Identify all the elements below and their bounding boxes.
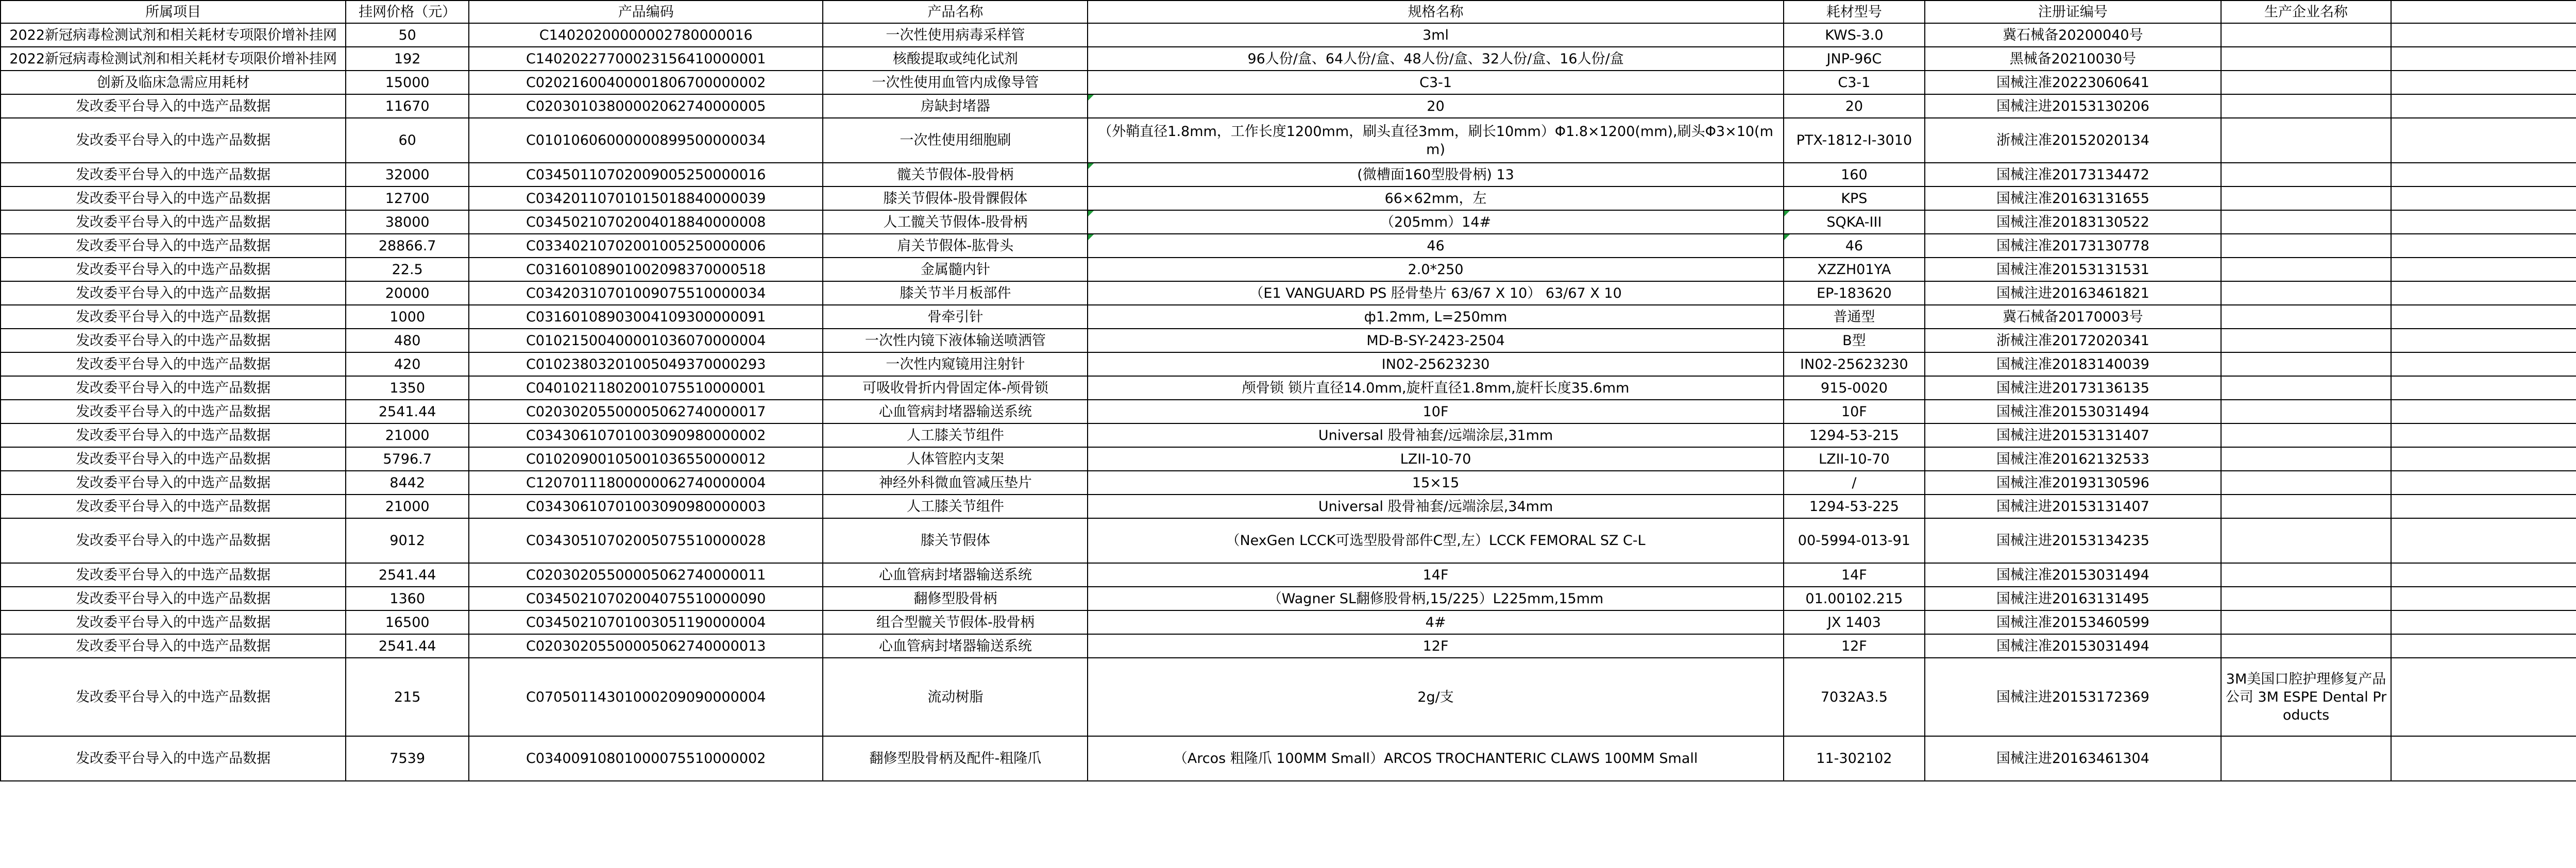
cell-model[interactable]: EP-183620 <box>1784 281 1925 305</box>
table-row <box>1 376 2576 400</box>
cell-project[interactable]: 发改委平台导入的中选产品数据 <box>1 471 346 495</box>
cell-model[interactable]: PTX-1812-I-3010 <box>1784 118 1925 163</box>
cell-registration[interactable]: 浙械注准20152020134 <box>1925 118 2221 163</box>
cell-registration[interactable]: 国械注进20163131495 <box>1925 587 2221 610</box>
cell-spec[interactable]: （Wagner SL翻修股骨柄,15/225）L225mm,15mm <box>1088 587 1784 610</box>
cell-spec[interactable]: 颅骨锁 锁片直径14.0mm,旋杆直径1.8mm,旋杆长度35.6mm <box>1088 376 1784 400</box>
cell-manufacturer[interactable] <box>2221 563 2391 587</box>
cell-product-name[interactable]: 一次性使用血管内成像导管 <box>823 71 1088 94</box>
cell-declarer[interactable] <box>2391 495 2576 518</box>
cell-price[interactable]: 1360 <box>346 587 469 610</box>
cell-price[interactable]: 9012 <box>346 518 469 563</box>
cell-price[interactable]: 2541.44 <box>346 634 469 658</box>
cell-spec[interactable]: 14F <box>1088 563 1784 587</box>
cell-product-name[interactable]: 可吸收骨折内骨固定体-颅骨锁 <box>823 376 1088 400</box>
cell-spec[interactable]: 4# <box>1088 610 1784 634</box>
cell-project[interactable]: 发改委平台导入的中选产品数据 <box>1 423 346 447</box>
table-row <box>1 563 2576 587</box>
cell-declarer[interactable] <box>2391 23 2576 47</box>
cell-project[interactable]: 发改委平台导入的中选产品数据 <box>1 587 346 610</box>
cell-price[interactable]: 2541.44 <box>346 563 469 587</box>
table-row <box>1 447 2576 471</box>
cell-model[interactable]: 普通型 <box>1784 305 1925 329</box>
cell-spec[interactable]: 2g/支 <box>1088 658 1784 736</box>
header-row <box>1 1 2576 23</box>
cell-project[interactable]: 发改委平台导入的中选产品数据 <box>1 234 346 258</box>
cell-spec[interactable]: 15×15 <box>1088 471 1784 495</box>
cell-price[interactable]: 50 <box>346 23 469 47</box>
cell-code[interactable]: C03400910801000075510000002 <box>469 736 823 781</box>
cell-code[interactable]: C02021600400001806700000002 <box>469 71 823 94</box>
cell-price[interactable]: 215 <box>346 658 469 736</box>
cell-registration[interactable]: 国械注准20153031494 <box>1925 634 2221 658</box>
cell-registration[interactable]: 国械注进20163461304 <box>1925 736 2221 781</box>
cell-declarer[interactable] <box>2391 610 2576 634</box>
cell-model[interactable]: / <box>1784 471 1925 495</box>
cell-model[interactable]: JNP-96C <box>1784 47 1925 71</box>
cell-model[interactable]: 11-302102 <box>1784 736 1925 781</box>
cell-model[interactable]: B型 <box>1784 329 1925 352</box>
cell-manufacturer[interactable] <box>2221 352 2391 376</box>
cell-price[interactable]: 32000 <box>346 163 469 186</box>
cell-code[interactable]: C07050114301000209090000004 <box>469 658 823 736</box>
cell-spec[interactable]: MD-B-SY-2423-2504 <box>1088 329 1784 352</box>
cell-declarer[interactable] <box>2391 234 2576 258</box>
cell-registration[interactable]: 国械注准20153131531 <box>1925 258 2221 281</box>
cell-price[interactable]: 22.5 <box>346 258 469 281</box>
cell-declarer[interactable] <box>2391 186 2576 210</box>
cell-product-name[interactable]: 心血管病封堵器输送系统 <box>823 563 1088 587</box>
cell-model[interactable]: JX 1403 <box>1784 610 1925 634</box>
cell-manufacturer[interactable] <box>2221 634 2391 658</box>
cell-product-name[interactable]: 一次性内窥镜用注射针 <box>823 352 1088 376</box>
table-row <box>1 658 2576 736</box>
table-row <box>1 305 2576 329</box>
cell-spec[interactable]: （Arcos 粗隆爪 100MM Small）ARCOS TROCHANTERIC CLAWS 100MM Small <box>1088 736 1784 781</box>
cell-declarer[interactable] <box>2391 736 2576 781</box>
cell-price[interactable]: 15000 <box>346 71 469 94</box>
cell-model[interactable]: 1294-53-225 <box>1784 495 1925 518</box>
cell-declarer[interactable] <box>2391 47 2576 71</box>
cell-model[interactable]: IN02-25623230 <box>1784 352 1925 376</box>
cell-product-name[interactable]: 人工髋关节假体-股骨柄 <box>823 210 1088 234</box>
cell-registration[interactable]: 国械注准20183140039 <box>1925 352 2221 376</box>
cell-project[interactable]: 发改委平台导入的中选产品数据 <box>1 495 346 518</box>
cell-declarer[interactable] <box>2391 71 2576 94</box>
cell-code[interactable]: C14020227700023156410000001 <box>469 47 823 71</box>
cell-price[interactable]: 21000 <box>346 495 469 518</box>
table-row <box>1 495 2576 518</box>
cell-declarer[interactable] <box>2391 305 2576 329</box>
table-row <box>1 234 2576 258</box>
cell-code[interactable]: C02030205500005062740000017 <box>469 400 823 423</box>
cell-code[interactable]: C03160108903004109300000091 <box>469 305 823 329</box>
cell-project[interactable]: 发改委平台导入的中选产品数据 <box>1 447 346 471</box>
cell-project[interactable]: 发改委平台导入的中选产品数据 <box>1 210 346 234</box>
cell-code[interactable]: C03450210702004018840000008 <box>469 210 823 234</box>
cell-code[interactable]: C12070111800000062740000004 <box>469 471 823 495</box>
cell-project[interactable]: 发改委平台导入的中选产品数据 <box>1 163 346 186</box>
cell-spec[interactable]: 3ml <box>1088 23 1784 47</box>
header-model[interactable]: 耗材型号 <box>1784 1 1925 23</box>
cell-project[interactable]: 2022新冠病毒检测试剂和相关耗材专项限价增补挂网 <box>1 47 346 71</box>
cell-code[interactable]: C03430510702005075510000028 <box>469 518 823 563</box>
cell-code[interactable]: C03160108901002098370000518 <box>469 258 823 281</box>
table-row <box>1 471 2576 495</box>
cell-project[interactable]: 发改委平台导入的中选产品数据 <box>1 634 346 658</box>
cell-code[interactable]: C03450210701003051190000004 <box>469 610 823 634</box>
cell-spec[interactable]: （205mm）14# <box>1088 210 1784 234</box>
cell-model[interactable]: XZZH01YA <box>1784 258 1925 281</box>
cell-project[interactable]: 发改委平台导入的中选产品数据 <box>1 329 346 352</box>
cell-model[interactable]: 160 <box>1784 163 1925 186</box>
cell-manufacturer[interactable] <box>2221 210 2391 234</box>
cell-manufacturer[interactable] <box>2221 610 2391 634</box>
table-row <box>1 423 2576 447</box>
cell-project[interactable]: 发改委平台导入的中选产品数据 <box>1 736 346 781</box>
cell-price[interactable]: 16500 <box>346 610 469 634</box>
table-row <box>1 258 2576 281</box>
cell-spec[interactable]: Universal 股骨袖套/远端涂层,34mm <box>1088 495 1784 518</box>
cell-code[interactable]: C14020200000002780000016 <box>469 23 823 47</box>
cell-product-name[interactable]: 金属髓内针 <box>823 258 1088 281</box>
cell-product-name[interactable]: 心血管病封堵器输送系统 <box>823 634 1088 658</box>
table-row <box>1 400 2576 423</box>
table-row <box>1 47 2576 71</box>
cell-registration[interactable]: 国械注准20162132533 <box>1925 447 2221 471</box>
cell-registration[interactable]: 冀石械备20200040号 <box>1925 23 2221 47</box>
cell-spec[interactable]: IN02-25623230 <box>1088 352 1784 376</box>
cell-declarer[interactable] <box>2391 163 2576 186</box>
cell-spec[interactable]: C3-1 <box>1088 71 1784 94</box>
cell-project[interactable]: 发改委平台导入的中选产品数据 <box>1 258 346 281</box>
header-spec[interactable]: 规格名称 <box>1088 1 1784 23</box>
table-row <box>1 634 2576 658</box>
cell-price[interactable]: 420 <box>346 352 469 376</box>
cell-code[interactable]: C01021500400001036070000004 <box>469 329 823 352</box>
cell-product-name[interactable]: 心血管病封堵器输送系统 <box>823 400 1088 423</box>
cell-registration[interactable]: 国械注准20163131655 <box>1925 186 2221 210</box>
cell-project[interactable]: 2022新冠病毒检测试剂和相关耗材专项限价增补挂网 <box>1 23 346 47</box>
cell-registration[interactable]: 国械注准20153031494 <box>1925 563 2221 587</box>
cell-price[interactable]: 5796.7 <box>346 447 469 471</box>
cell-code[interactable]: C03420310701009075510000034 <box>469 281 823 305</box>
table-row <box>1 210 2576 234</box>
cell-price[interactable]: 480 <box>346 329 469 352</box>
cell-manufacturer[interactable] <box>2221 281 2391 305</box>
cell-model[interactable]: 10F <box>1784 400 1925 423</box>
cell-product-name[interactable]: 人工膝关节组件 <box>823 423 1088 447</box>
cell-registration[interactable]: 国械注进20153172369 <box>1925 658 2221 736</box>
cell-manufacturer[interactable] <box>2221 186 2391 210</box>
cell-price[interactable]: 38000 <box>346 210 469 234</box>
table-row <box>1 94 2576 118</box>
cell-product-name[interactable]: 流动树脂 <box>823 658 1088 736</box>
cell-product-name[interactable]: 核酸提取或纯化试剂 <box>823 47 1088 71</box>
cell-product-name[interactable]: 骨牵引针 <box>823 305 1088 329</box>
cell-registration[interactable]: 国械注准20193130596 <box>1925 471 2221 495</box>
cell-declarer[interactable] <box>2391 352 2576 376</box>
cell-price[interactable]: 12700 <box>346 186 469 210</box>
cell-code[interactable]: C01020900105001036550000012 <box>469 447 823 471</box>
cell-price[interactable]: 7539 <box>346 736 469 781</box>
cell-code[interactable]: C02030103800002062740000005 <box>469 94 823 118</box>
table-body <box>1 23 2576 781</box>
cell-declarer[interactable] <box>2391 210 2576 234</box>
cell-declarer[interactable] <box>2391 400 2576 423</box>
cell-model[interactable]: 46 <box>1784 234 1925 258</box>
cell-project[interactable]: 发改委平台导入的中选产品数据 <box>1 281 346 305</box>
cell-manufacturer[interactable] <box>2221 23 2391 47</box>
cell-price[interactable]: 2541.44 <box>346 400 469 423</box>
cell-declarer[interactable] <box>2391 376 2576 400</box>
cell-manufacturer[interactable] <box>2221 447 2391 471</box>
cell-model[interactable]: 00-5994-013-91 <box>1784 518 1925 563</box>
cell-code[interactable]: C03450110702009005250000016 <box>469 163 823 186</box>
cell-price[interactable]: 60 <box>346 118 469 163</box>
cell-manufacturer[interactable] <box>2221 518 2391 563</box>
cell-registration[interactable]: 国械注进20153134235 <box>1925 518 2221 563</box>
cell-model[interactable]: KPS <box>1784 186 1925 210</box>
cell-product-name[interactable]: 神经外科微血管减压垫片 <box>823 471 1088 495</box>
cell-declarer[interactable] <box>2391 634 2576 658</box>
cell-spec[interactable]: 10F <box>1088 400 1784 423</box>
cell-spec[interactable]: （E1 VANGUARD PS 胫骨垫片 63/67 X 10） 63/67 X 10 <box>1088 281 1784 305</box>
cell-model[interactable]: KWS-3.0 <box>1784 23 1925 47</box>
cell-spec[interactable]: （外鞘直径1.8mm，工作长度1200mm，刷头直径3mm，刷长10mm）Φ1.8×1200(mm),刷头Φ3×10(mm) <box>1088 118 1784 163</box>
header-price[interactable]: 挂网价格（元） <box>346 1 469 23</box>
cell-code[interactable]: C01023803201005049370000293 <box>469 352 823 376</box>
cell-model[interactable]: SQKA-III <box>1784 210 1925 234</box>
cell-declarer[interactable] <box>2391 329 2576 352</box>
cell-registration[interactable]: 国械注进20163461821 <box>1925 281 2221 305</box>
cell-spec[interactable]: Universal 股骨袖套/远端涂层,31mm <box>1088 423 1784 447</box>
table-row <box>1 352 2576 376</box>
cell-declarer[interactable] <box>2391 518 2576 563</box>
header-code[interactable]: 产品编码 <box>469 1 823 23</box>
cell-spec[interactable]: 46 <box>1088 234 1784 258</box>
cell-model[interactable]: 915-0020 <box>1784 376 1925 400</box>
cell-declarer[interactable] <box>2391 258 2576 281</box>
cell-project[interactable]: 发改委平台导入的中选产品数据 <box>1 186 346 210</box>
cell-product-name[interactable]: 人体管腔内支架 <box>823 447 1088 471</box>
cell-registration[interactable]: 国械注准20173134472 <box>1925 163 2221 186</box>
cell-manufacturer[interactable] <box>2221 305 2391 329</box>
cell-manufacturer[interactable] <box>2221 423 2391 447</box>
cell-spec[interactable]: LZII-10-70 <box>1088 447 1784 471</box>
cell-project[interactable]: 发改委平台导入的中选产品数据 <box>1 118 346 163</box>
cell-registration[interactable]: 国械注准20153460599 <box>1925 610 2221 634</box>
cell-project[interactable]: 发改委平台导入的中选产品数据 <box>1 94 346 118</box>
cell-declarer[interactable] <box>2391 471 2576 495</box>
table-row <box>1 23 2576 47</box>
table-row <box>1 71 2576 94</box>
cell-manufacturer[interactable] <box>2221 400 2391 423</box>
cell-declarer[interactable] <box>2391 118 2576 163</box>
cell-price[interactable]: 8442 <box>346 471 469 495</box>
cell-declarer[interactable] <box>2391 94 2576 118</box>
cell-project[interactable]: 创新及临床急需应用耗材 <box>1 71 346 94</box>
cell-declarer[interactable] <box>2391 423 2576 447</box>
cell-manufacturer[interactable] <box>2221 94 2391 118</box>
cell-product-name[interactable]: 一次性使用细胞刷 <box>823 118 1088 163</box>
table-row <box>1 736 2576 781</box>
cell-declarer[interactable] <box>2391 447 2576 471</box>
cell-declarer[interactable] <box>2391 563 2576 587</box>
table-row <box>1 281 2576 305</box>
cell-spec[interactable]: 66×62mm，左 <box>1088 186 1784 210</box>
header-registration[interactable]: 注册证编号 <box>1925 1 2221 23</box>
cell-project[interactable]: 发改委平台导入的中选产品数据 <box>1 400 346 423</box>
cell-declarer[interactable] <box>2391 281 2576 305</box>
cell-product-name[interactable]: 肩关节假体-肱骨头 <box>823 234 1088 258</box>
cell-product-name[interactable]: 一次性内镜下液体输送喷洒管 <box>823 329 1088 352</box>
cell-project[interactable]: 发改委平台导入的中选产品数据 <box>1 658 346 736</box>
table-row <box>1 186 2576 210</box>
cell-model[interactable]: 20 <box>1784 94 1925 118</box>
table-row <box>1 163 2576 186</box>
cell-project[interactable]: 发改委平台导入的中选产品数据 <box>1 610 346 634</box>
cell-manufacturer[interactable] <box>2221 71 2391 94</box>
cell-price[interactable]: 21000 <box>346 423 469 447</box>
cell-code[interactable]: C03430610701003090980000002 <box>469 423 823 447</box>
cell-spec[interactable]: 12F <box>1088 634 1784 658</box>
table-row <box>1 329 2576 352</box>
cell-spec[interactable]: ф1.2mm, L=250mm <box>1088 305 1784 329</box>
table-row <box>1 118 2576 163</box>
cell-spec[interactable]: （NexGen LCCK可选型股骨部件C型,左）LCCK FEMORAL SZ C-L <box>1088 518 1784 563</box>
cell-registration[interactable]: 冀石械备20170003号 <box>1925 305 2221 329</box>
cell-registration[interactable]: 国械注准20173130778 <box>1925 234 2221 258</box>
cell-manufacturer[interactable] <box>2221 234 2391 258</box>
cell-model[interactable]: 14F <box>1784 563 1925 587</box>
cell-manufacturer[interactable] <box>2221 495 2391 518</box>
cell-declarer[interactable] <box>2391 658 2576 736</box>
cell-product-name[interactable]: 翻修型股骨柄及配件-粗隆爪 <box>823 736 1088 781</box>
cell-code[interactable]: C04010211802001075510000001 <box>469 376 823 400</box>
cell-registration[interactable]: 国械注进20173136135 <box>1925 376 2221 400</box>
cell-manufacturer[interactable] <box>2221 163 2391 186</box>
cell-registration[interactable]: 国械注准20153031494 <box>1925 400 2221 423</box>
cell-code[interactable]: C01010606000000899500000034 <box>469 118 823 163</box>
header-declarer[interactable] <box>2391 1 2576 23</box>
cell-model[interactable]: LZII-10-70 <box>1784 447 1925 471</box>
cell-declarer[interactable] <box>2391 587 2576 610</box>
cell-code[interactable]: C03450210702004075510000090 <box>469 587 823 610</box>
cell-project[interactable]: 发改委平台导入的中选产品数据 <box>1 352 346 376</box>
cell-model[interactable]: 7032A3.5 <box>1784 658 1925 736</box>
cell-product-name[interactable]: 膝关节假体 <box>823 518 1088 563</box>
cell-project[interactable]: 发改委平台导入的中选产品数据 <box>1 518 346 563</box>
cell-price[interactable]: 1350 <box>346 376 469 400</box>
cell-price[interactable]: 20000 <box>346 281 469 305</box>
cell-project[interactable]: 发改委平台导入的中选产品数据 <box>1 563 346 587</box>
cell-spec[interactable]: 20 <box>1088 94 1784 118</box>
cell-price[interactable]: 1000 <box>346 305 469 329</box>
cell-registration[interactable]: 国械注进20153130206 <box>1925 94 2221 118</box>
cell-product-name[interactable]: 膝关节假体-股骨髁假体 <box>823 186 1088 210</box>
cell-price[interactable]: 28866.7 <box>346 234 469 258</box>
cell-manufacturer[interactable] <box>2221 471 2391 495</box>
cell-project[interactable]: 发改委平台导入的中选产品数据 <box>1 305 346 329</box>
cell-manufacturer[interactable] <box>2221 258 2391 281</box>
cell-manufacturer[interactable] <box>2221 329 2391 352</box>
cell-manufacturer[interactable] <box>2221 376 2391 400</box>
cell-registration[interactable]: 黑械备20210030号 <box>1925 47 2221 71</box>
cell-product-name[interactable]: 膝关节半月板部件 <box>823 281 1088 305</box>
header-project[interactable]: 所属项目 <box>1 1 346 23</box>
cell-code[interactable]: C03340210702001005250000006 <box>469 234 823 258</box>
cell-product-name[interactable]: 髋关节假体-股骨柄 <box>823 163 1088 186</box>
cell-model[interactable]: C3-1 <box>1784 71 1925 94</box>
cell-model[interactable]: 01.00102.215 <box>1784 587 1925 610</box>
cell-registration[interactable]: 浙械注准20172020341 <box>1925 329 2221 352</box>
cell-registration[interactable]: 国械注准20183130522 <box>1925 210 2221 234</box>
cell-product-name[interactable]: 组合型髋关节假体-股骨柄 <box>823 610 1088 634</box>
header-product-name[interactable]: 产品名称 <box>823 1 1088 23</box>
header-manufacturer[interactable]: 生产企业名称 <box>2221 1 2391 23</box>
table-row <box>1 610 2576 634</box>
cell-spec[interactable]: 2.0*250 <box>1088 258 1784 281</box>
cell-project[interactable]: 发改委平台导入的中选产品数据 <box>1 376 346 400</box>
cell-price[interactable]: 192 <box>346 47 469 71</box>
cell-registration[interactable]: 国械注进20153131407 <box>1925 423 2221 447</box>
cell-code[interactable]: C03430610701003090980000003 <box>469 495 823 518</box>
cell-registration[interactable]: 国械注进20153131407 <box>1925 495 2221 518</box>
cell-product-name[interactable]: 翻修型股骨柄 <box>823 587 1088 610</box>
cell-spec[interactable]: (微槽面160型股骨柄) 13 <box>1088 163 1784 186</box>
cell-manufacturer[interactable] <box>2221 118 2391 163</box>
cell-model[interactable]: 12F <box>1784 634 1925 658</box>
cell-product-name[interactable]: 一次性使用病毒采样管 <box>823 23 1088 47</box>
cell-product-name[interactable]: 人工膝关节组件 <box>823 495 1088 518</box>
cell-price[interactable]: 11670 <box>346 94 469 118</box>
cell-code[interactable]: C02030205500005062740000011 <box>469 563 823 587</box>
cell-code[interactable]: C02030205500005062740000013 <box>469 634 823 658</box>
cell-registration[interactable]: 国械注准20223060641 <box>1925 71 2221 94</box>
table-row <box>1 518 2576 563</box>
cell-manufacturer[interactable]: 3M美国口腔护理修复产品公司 3M ESPE Dental Products <box>2221 658 2391 736</box>
cell-code[interactable]: C03420110701015018840000039 <box>469 186 823 210</box>
cell-manufacturer[interactable] <box>2221 587 2391 610</box>
cell-model[interactable]: 1294-53-215 <box>1784 423 1925 447</box>
cell-manufacturer[interactable] <box>2221 736 2391 781</box>
cell-spec[interactable]: 96人份/盒、64人份/盒、48人份/盒、32人份/盒、16人份/盒 <box>1088 47 1784 71</box>
cell-manufacturer[interactable] <box>2221 47 2391 71</box>
table-row <box>1 587 2576 610</box>
cell-product-name[interactable]: 房缺封堵器 <box>823 94 1088 118</box>
